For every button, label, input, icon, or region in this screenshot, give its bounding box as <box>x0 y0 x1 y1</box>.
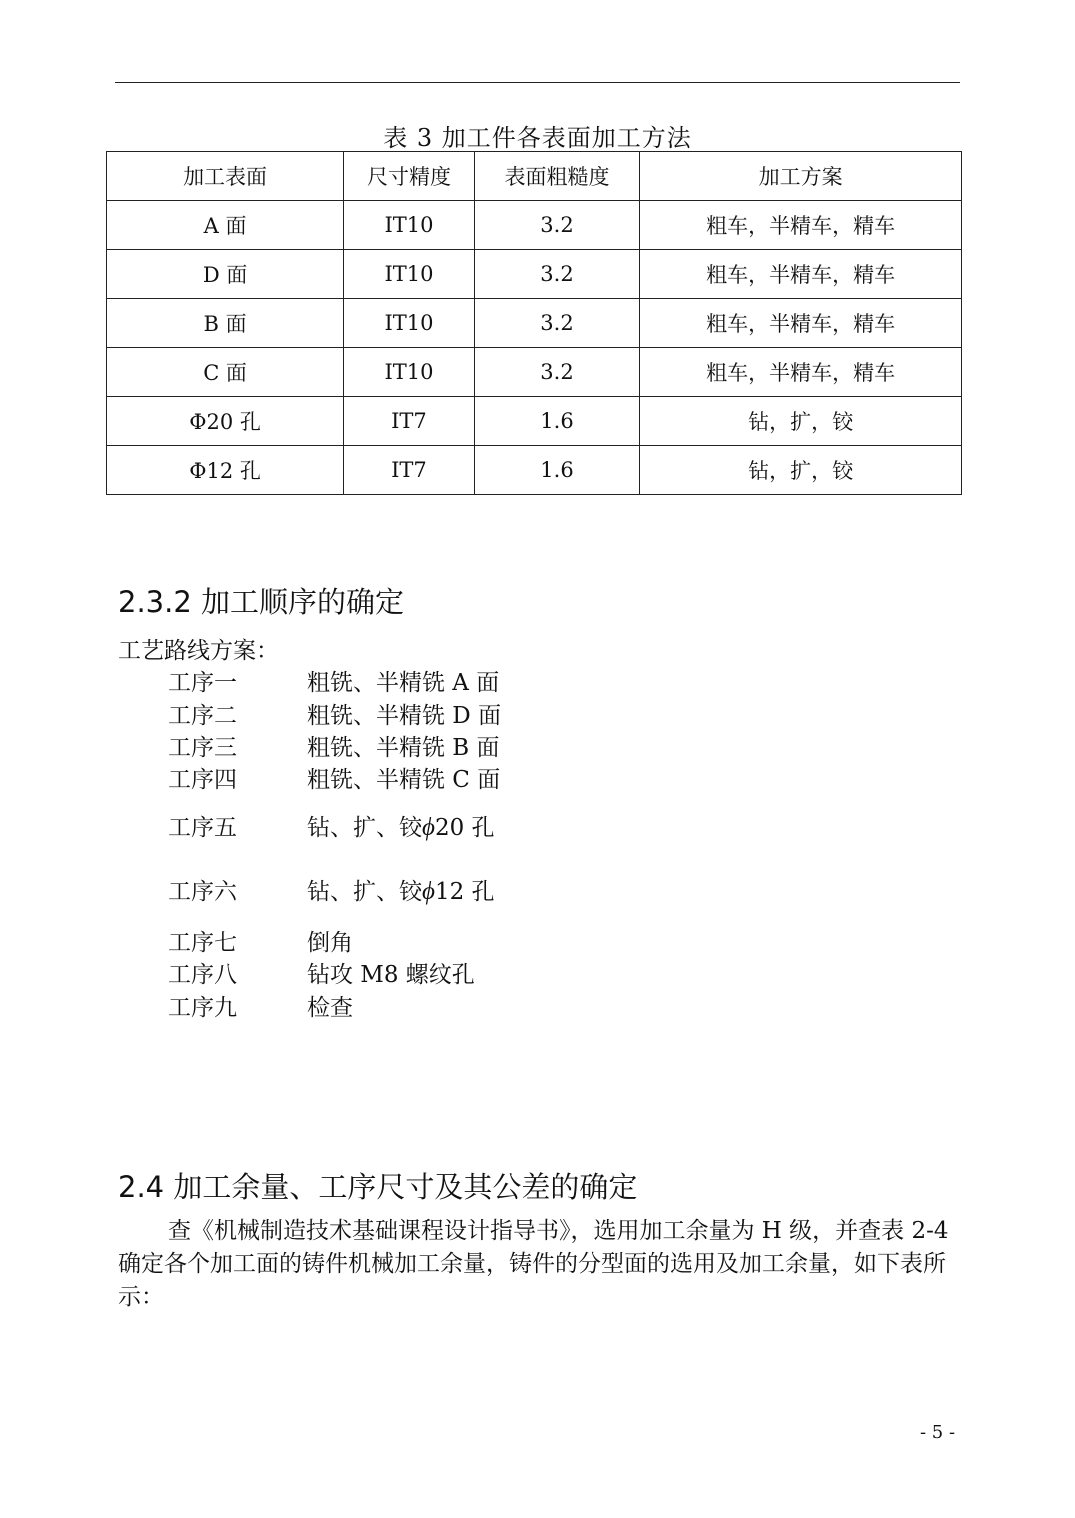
table-row <box>107 250 962 299</box>
table-cell: 粗车，半精车，精车 <box>640 201 962 250</box>
step-name: 工序五 <box>168 815 237 841</box>
process-step <box>168 664 499 697</box>
table-cell: IT7 <box>344 397 475 446</box>
table-cell: D 面 <box>107 250 344 299</box>
page-number: - 5 - <box>920 1422 956 1443</box>
phi-symbol: ϕ <box>422 814 435 841</box>
step-name: 工序四 <box>168 767 237 793</box>
table-cell: B 面 <box>107 299 344 348</box>
table-cell: IT7 <box>344 446 475 495</box>
step-description: 粗铣、半精铣 B 面 <box>307 735 500 761</box>
table-cell: Φ20 孔 <box>107 397 344 446</box>
table-cell: 1.6 <box>474 397 639 446</box>
step-description: 粗铣、半精铣 A 面 <box>307 670 500 696</box>
phi-symbol: ϕ <box>422 878 435 905</box>
table-header-row <box>107 152 962 201</box>
process-step <box>168 989 353 1022</box>
step-description <box>307 873 495 906</box>
table-cell: IT10 <box>344 299 475 348</box>
table-cell: Φ12 孔 <box>107 446 344 495</box>
step-name: 工序六 <box>168 879 237 905</box>
table-cell: IT10 <box>344 250 475 299</box>
table-cell: 3.2 <box>474 250 639 299</box>
section-heading-2-3-2: 2.3.2 加工顺序的确定 <box>118 585 405 619</box>
step-description-prefix: 钻、扩、铰 <box>307 879 422 905</box>
section-heading-2-4: 2.4 加工余量、工序尺寸及其公差的确定 <box>118 1170 638 1204</box>
column-header: 尺寸精度 <box>344 152 475 201</box>
table-cell: 3.2 <box>474 201 639 250</box>
table-cell: IT10 <box>344 201 475 250</box>
step-name: 工序七 <box>168 930 237 956</box>
table-row <box>107 446 962 495</box>
step-description <box>307 809 495 842</box>
table-cell: 钻，扩，铰 <box>640 446 962 495</box>
table-cell: 3.2 <box>474 348 639 397</box>
step-description: 粗铣、半精铣 D 面 <box>307 703 502 729</box>
process-step <box>168 729 500 762</box>
paragraph-text: 查《机械制造技术基础课程设计指导书》，选用加工余量为 H 级，并查表 2-4 确定各个加工面的铸件机械加工余量，铸件的分型面的选用及加工余量，如下表所示： <box>118 1218 949 1310</box>
table-row <box>107 397 962 446</box>
machining-methods-table <box>106 151 962 495</box>
table-cell: 3.2 <box>474 299 639 348</box>
table-cell: C 面 <box>107 348 344 397</box>
process-step <box>168 873 495 906</box>
step-name: 工序九 <box>168 995 237 1021</box>
step-description-suffix: 20 孔 <box>434 815 495 841</box>
process-step <box>168 956 475 989</box>
step-description: 检查 <box>307 995 353 1021</box>
process-step <box>168 809 495 842</box>
step-description: 钻攻 M8 螺纹孔 <box>307 962 475 988</box>
table-caption: 表 3 加工件各表面加工方法 <box>383 124 692 152</box>
step-description: 倒角 <box>307 930 353 956</box>
table-cell: 1.6 <box>474 446 639 495</box>
table-cell: 粗车，半精车，精车 <box>640 250 962 299</box>
table-row <box>107 299 962 348</box>
step-description-suffix: 12 孔 <box>434 879 495 905</box>
table-cell: A 面 <box>107 201 344 250</box>
header-rule <box>115 82 960 83</box>
step-name: 工序一 <box>168 670 237 696</box>
table-cell: IT10 <box>344 348 475 397</box>
process-step <box>168 924 353 957</box>
table-row <box>107 348 962 397</box>
body-paragraph <box>118 1215 963 1314</box>
route-label: 工艺路线方案： <box>118 638 279 664</box>
table-cell: 粗车，半精车，精车 <box>640 299 962 348</box>
column-header: 加工方案 <box>640 152 962 201</box>
step-description-prefix: 钻、扩、铰 <box>307 815 422 841</box>
step-name: 工序八 <box>168 962 237 988</box>
table-row <box>107 201 962 250</box>
table-cell: 粗车，半精车，精车 <box>640 348 962 397</box>
table-cell: 钻，扩，铰 <box>640 397 962 446</box>
column-header: 表面粗糙度 <box>474 152 639 201</box>
step-description: 粗铣、半精铣 C 面 <box>307 767 501 793</box>
step-name: 工序二 <box>168 703 237 729</box>
column-header: 加工表面 <box>107 152 344 201</box>
process-step <box>168 697 501 730</box>
step-name: 工序三 <box>168 735 237 761</box>
process-step <box>168 761 500 794</box>
